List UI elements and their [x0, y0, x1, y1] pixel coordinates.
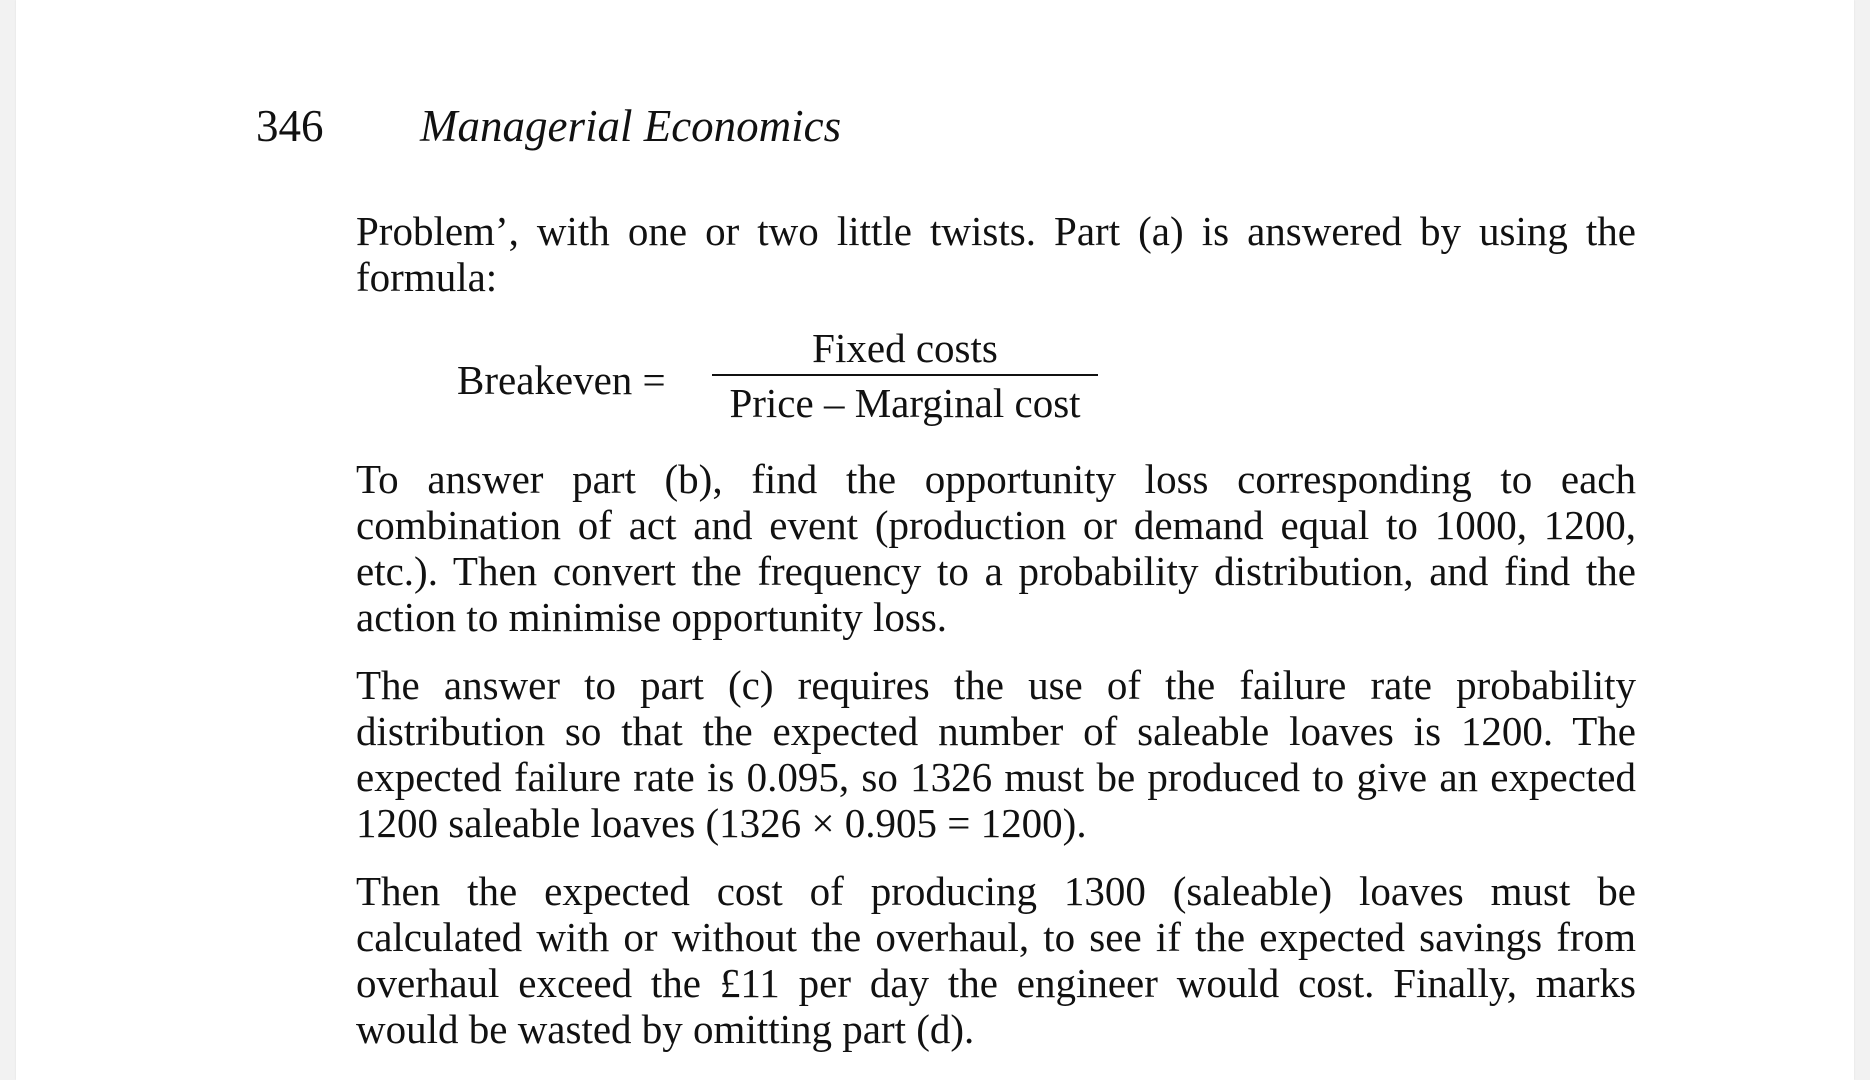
fraction-bar	[712, 374, 1098, 376]
breakeven-formula	[356, 324, 1636, 434]
paragraph-part-b: To answer part (b), find the opportunity loss corresponding to each combination of act and event (production or demand equal to 1000, 1200, etc.). Then convert the frequency to a probability distribution, and find the action to minimise opportunity loss.	[356, 456, 1636, 640]
book-title: Managerial Economics	[420, 101, 842, 151]
page-number: 346	[256, 101, 324, 151]
formula-lhs: Breakeven =	[457, 357, 666, 403]
paragraph-part-d: Then the expected cost of producing 1300 (saleable) loaves must be calculated with or without the overhaul, to see if the expected savings from overhaul exceed the £11 per day the engineer would cost. Finally, marks would be wasted by omitting part (d).	[356, 868, 1636, 1052]
running-head	[256, 100, 841, 160]
paragraph-part-c: The answer to part (c) requires the use of the failure rate probability distribution so that the expected number of saleable loaves is 1200. The expected failure rate is 0.095, so 1326 must be produced to give an expected 1200 saleable loaves (1326 × 0.905 = 1200).	[356, 662, 1636, 846]
body-text	[356, 208, 1636, 1052]
document-page	[16, 0, 1854, 1080]
formula-denominator: Price – Marginal cost	[729, 380, 1081, 426]
formula-fraction	[712, 324, 1098, 426]
paragraph-intro: Problem’, with one or two little twists. Part (a) is answered by using the formula:	[356, 208, 1636, 300]
formula-numerator: Fixed costs	[812, 325, 998, 371]
